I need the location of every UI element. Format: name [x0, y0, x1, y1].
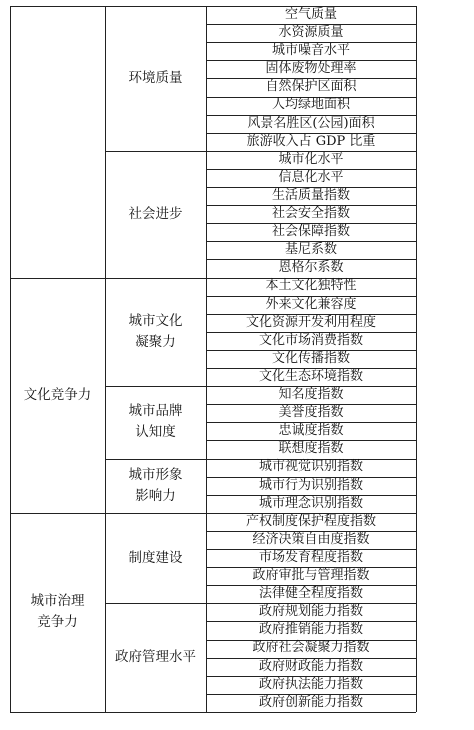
indicator-cell: 自然保护区面积 [265, 79, 357, 95]
column-divider [105, 6, 106, 712]
indicator-cell: 政府推销能力指数 [258, 622, 363, 638]
indicator-cell: 城市视觉识别指数 [258, 459, 363, 475]
indicator-cell: 生活质量指数 [271, 187, 350, 203]
indicator-cell: 人均绿地面积 [271, 97, 350, 113]
indicator-cell: 知名度指数 [278, 387, 344, 403]
indicator-cell: 固体废物处理率 [265, 61, 357, 77]
indicator-cell: 空气质量 [284, 6, 337, 22]
column-divider [206, 6, 207, 712]
indicator-cell: 政府创新能力指数 [258, 694, 363, 710]
column-divider [416, 6, 417, 712]
indicator-cell: 城市行为识别指数 [258, 477, 363, 493]
indicator-cell: 文化生态环境指数 [258, 368, 363, 384]
indicator-cell: 政府社会凝聚力指数 [252, 640, 370, 656]
column-divider [10, 6, 11, 712]
indicator-cell: 城市理念识别指数 [258, 495, 363, 511]
indicator-cell: 市场发育程度指数 [258, 549, 363, 565]
indicator-cell: 社会保障指数 [271, 224, 350, 240]
subcategory-cell: 城市文化 凝聚力 [128, 312, 183, 350]
indicator-cell: 城市化水平 [278, 151, 344, 167]
subcategory-cell: 政府管理水平 [115, 649, 196, 666]
indicator-cell: 社会安全指数 [271, 206, 350, 222]
indicator-cell: 政府规划能力指数 [258, 604, 363, 620]
indicator-cell: 水资源质量 [278, 25, 344, 41]
subcategory-cell: 制度建设 [128, 549, 183, 566]
indicator-cell: 文化资源开发利用程度 [245, 314, 376, 330]
subcategory-cell: 城市品牌 认知度 [128, 403, 183, 441]
indicator-cell: 城市噪音水平 [271, 43, 350, 59]
indicator-cell: 恩格尔系数 [278, 260, 344, 276]
indicator-cell: 政府财政能力指数 [258, 658, 363, 674]
indicator-cell: 风景名胜区(公园)面积 [247, 115, 375, 131]
category-cell: 城市治理 竞争力 [30, 593, 85, 631]
indicator-cell: 法律健全程度指数 [258, 586, 363, 602]
indicator-cell: 文化市场消费指数 [258, 332, 363, 348]
subcategory-cell: 环境质量 [128, 69, 183, 86]
indicator-cell: 旅游收入占 GDP 比重 [246, 133, 376, 149]
subcategory-cell: 社会进步 [128, 205, 183, 222]
indicator-cell: 政府执法能力指数 [258, 676, 363, 692]
indicator-cell: 美誉度指数 [278, 405, 344, 421]
indicator-cell: 本土文化独特性 [265, 278, 357, 294]
indicator-cell: 外来文化兼容度 [265, 296, 357, 312]
subcategory-cell: 城市形象 影响力 [128, 466, 183, 504]
indicator-cell: 联想度指数 [278, 441, 344, 457]
row-divider [10, 712, 416, 713]
indicator-cell: 产权制度保护程度指数 [245, 513, 376, 529]
indicator-cell: 政府审批与管理指数 [252, 568, 370, 584]
indicator-cell: 文化传播指数 [271, 350, 350, 366]
row-divider [10, 6, 416, 7]
indicator-cell: 信息化水平 [278, 169, 344, 185]
indicator-cell: 基尼系数 [284, 242, 337, 258]
category-cell [10, 6, 105, 278]
category-cell: 文化竞争力 [23, 386, 92, 403]
indicator-cell: 经济决策自由度指数 [252, 531, 370, 547]
indicator-cell: 忠诚度指数 [278, 423, 344, 439]
